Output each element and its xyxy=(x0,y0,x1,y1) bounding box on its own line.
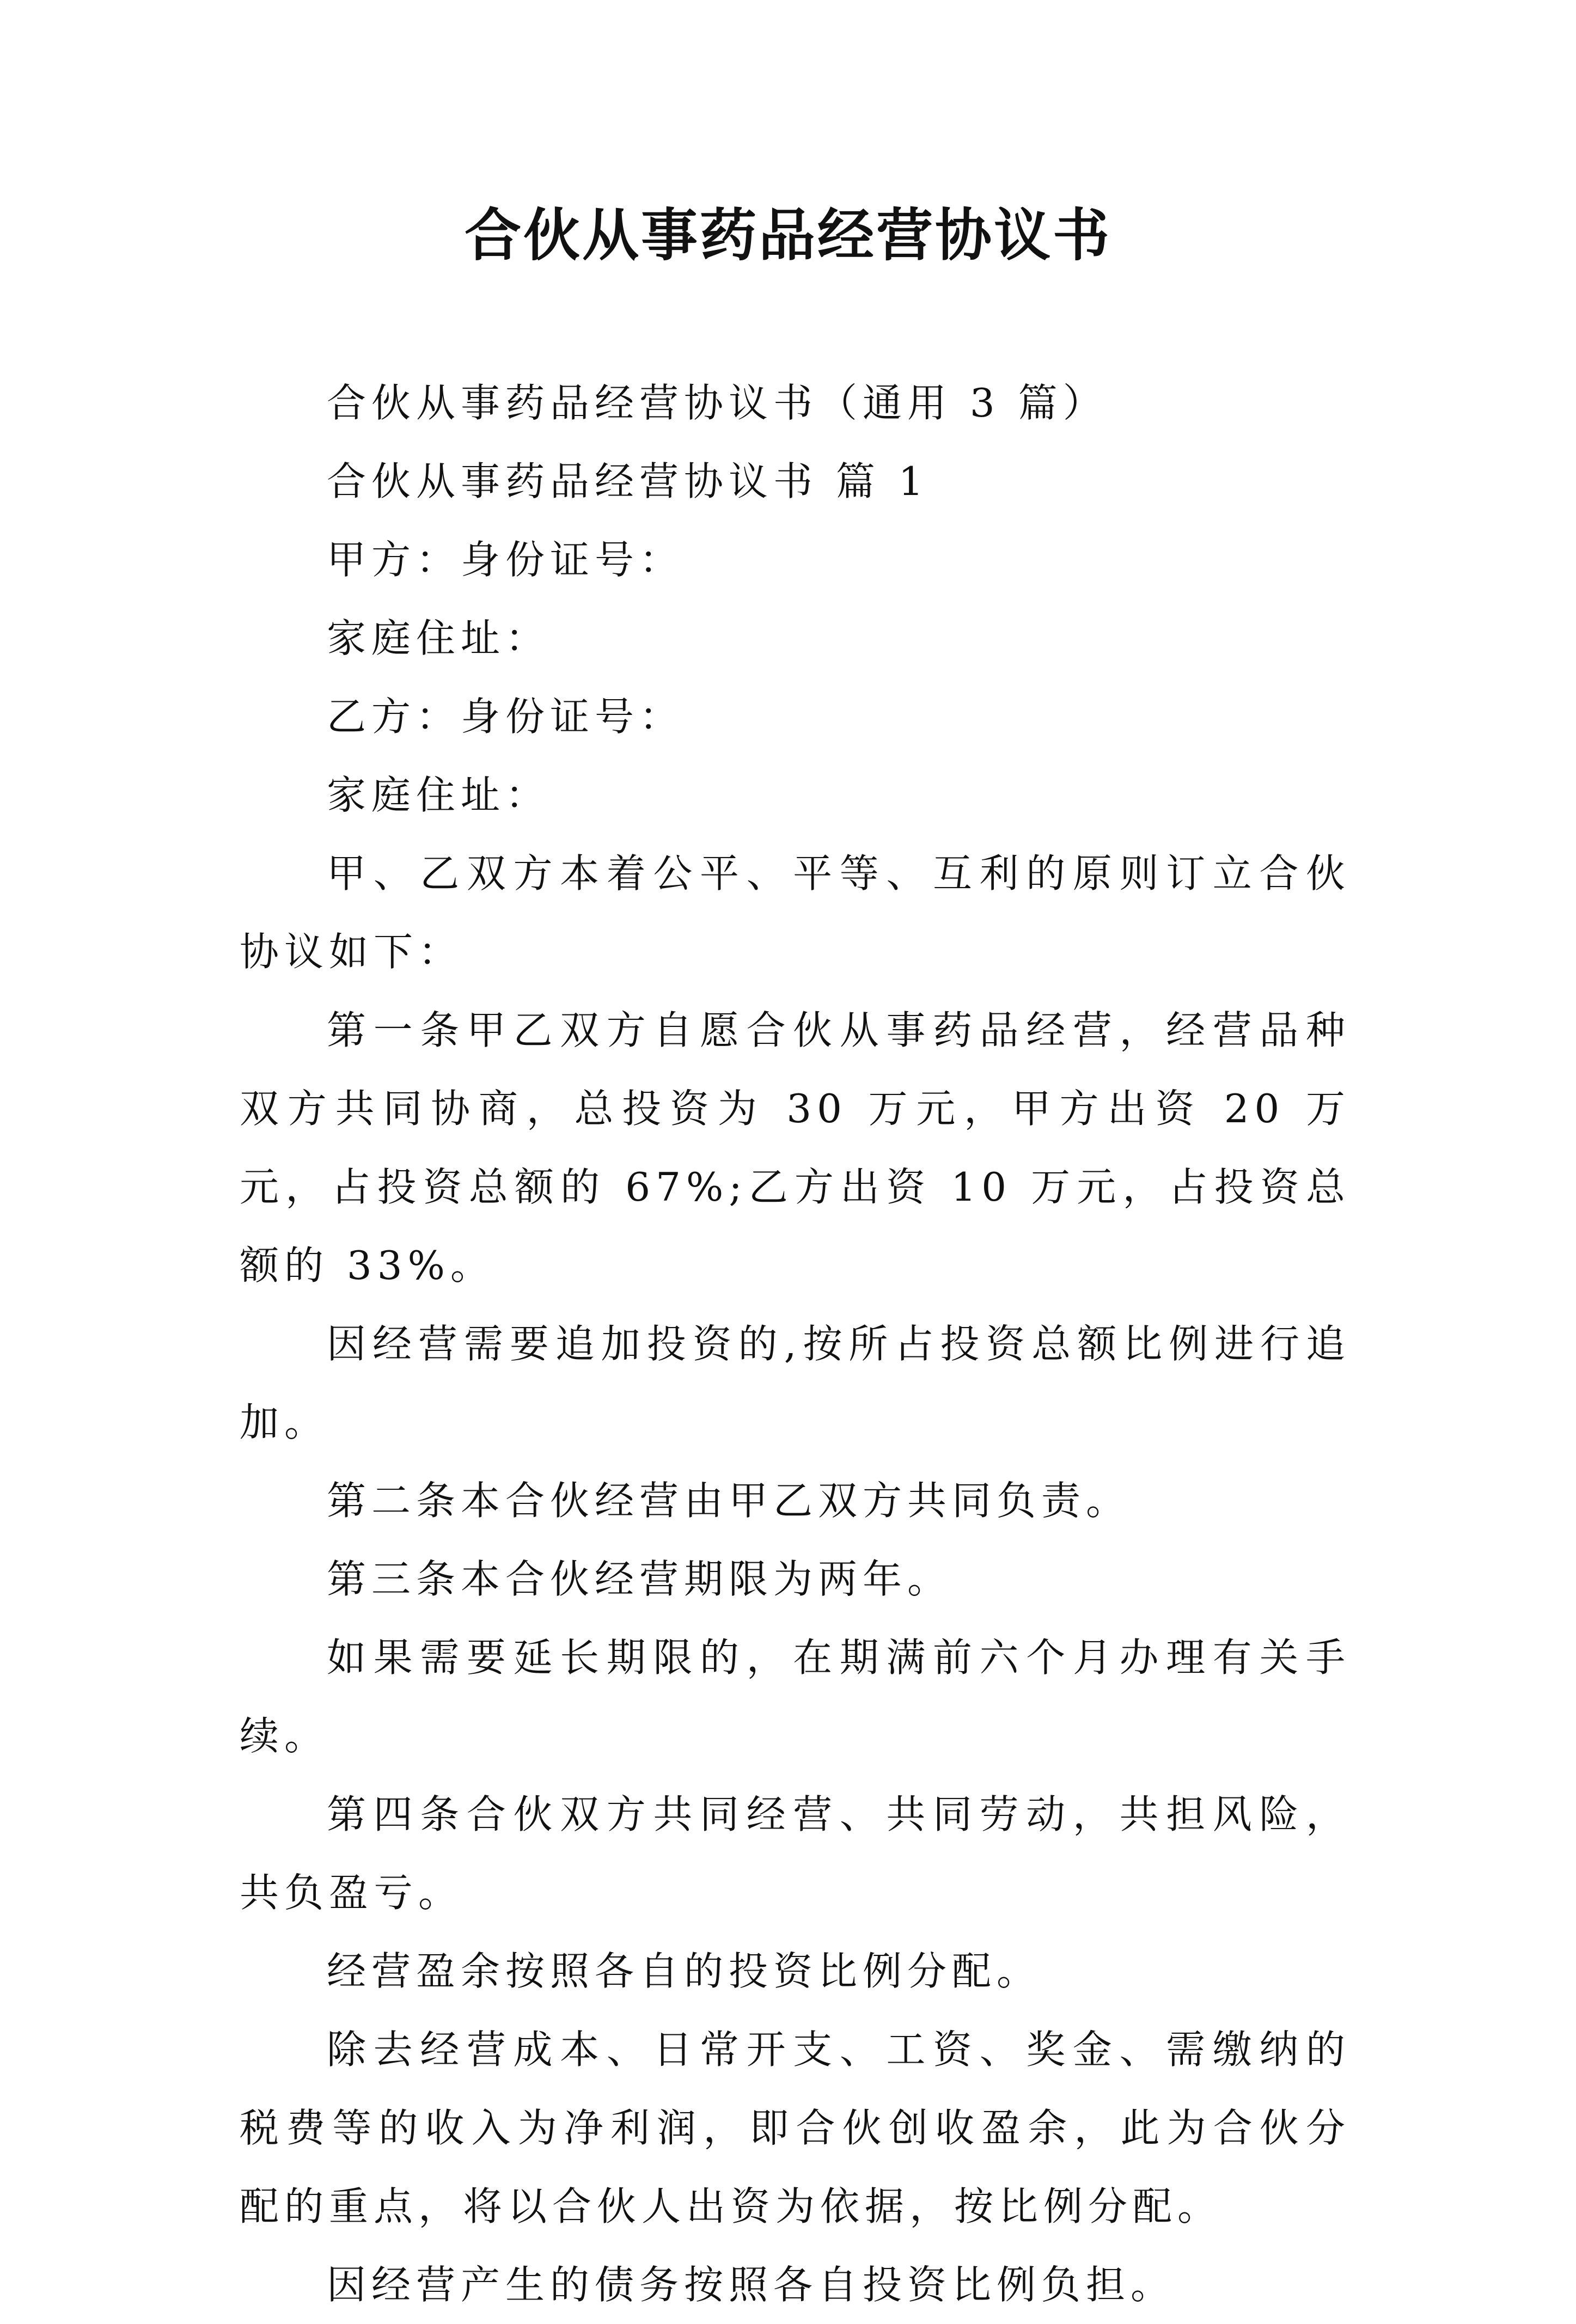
article-4-paragraph: 第四条合伙双方共同经营、共同劳动，共担风险，共负盈亏。 xyxy=(240,1791,1351,1916)
subtitle-paragraph: 合伙从事药品经营协议书（通用 3 篇） xyxy=(327,380,1108,426)
party-a-id-line: 甲方：身份证号： xyxy=(327,537,685,583)
party-b-address-line: 家庭住址： xyxy=(327,772,551,818)
net-profit-paragraph: 除去经营成本、日常开支、工资、奖金、需缴纳的税费等的收入为净利润，即合伙创收盈余，此为合伙分配的重点，将以合伙人出资为依据，按比例分配。 xyxy=(240,2027,1351,2229)
party-b-id-line: 乙方：身份证号： xyxy=(327,694,685,739)
additional-investment-paragraph: 因经营需要追加投资的,按所占投资总额比例进行追加。 xyxy=(240,1321,1351,1445)
document-body xyxy=(240,364,1351,2324)
party-a-address-line: 家庭住址： xyxy=(327,615,551,661)
article-1-paragraph: 第一条甲乙双方自愿合伙从事药品经营，经营品种双方共同协商，总投资为 30 万元，甲方出资 20 万元，占投资总额的 67%;乙方出资 10 万元，占投资总额的 33%。 xyxy=(240,1007,1351,1288)
preamble-paragraph: 甲、乙双方本着公平、平等、互利的原则订立合伙协议如下： xyxy=(240,851,1351,975)
article-3-paragraph: 第三条本合伙经营期限为两年。 xyxy=(327,1556,952,1602)
debt-paragraph: 因经营产生的债务按照各自投资比例负担。 xyxy=(327,2262,1176,2308)
profit-distribution-paragraph: 经营盈余按照各自的投资比例分配。 xyxy=(327,1948,1042,1994)
article-2-paragraph: 第二条本合伙经营由甲乙双方共同负责。 xyxy=(327,1478,1131,1524)
section-heading: 合伙从事药品经营协议书 篇 1 xyxy=(327,458,929,504)
term-extension-paragraph: 如果需要延长期限的，在期满前六个月办理有关手续。 xyxy=(240,1635,1351,1759)
document-title: 合伙从事药品经营协议书 xyxy=(464,201,1111,268)
